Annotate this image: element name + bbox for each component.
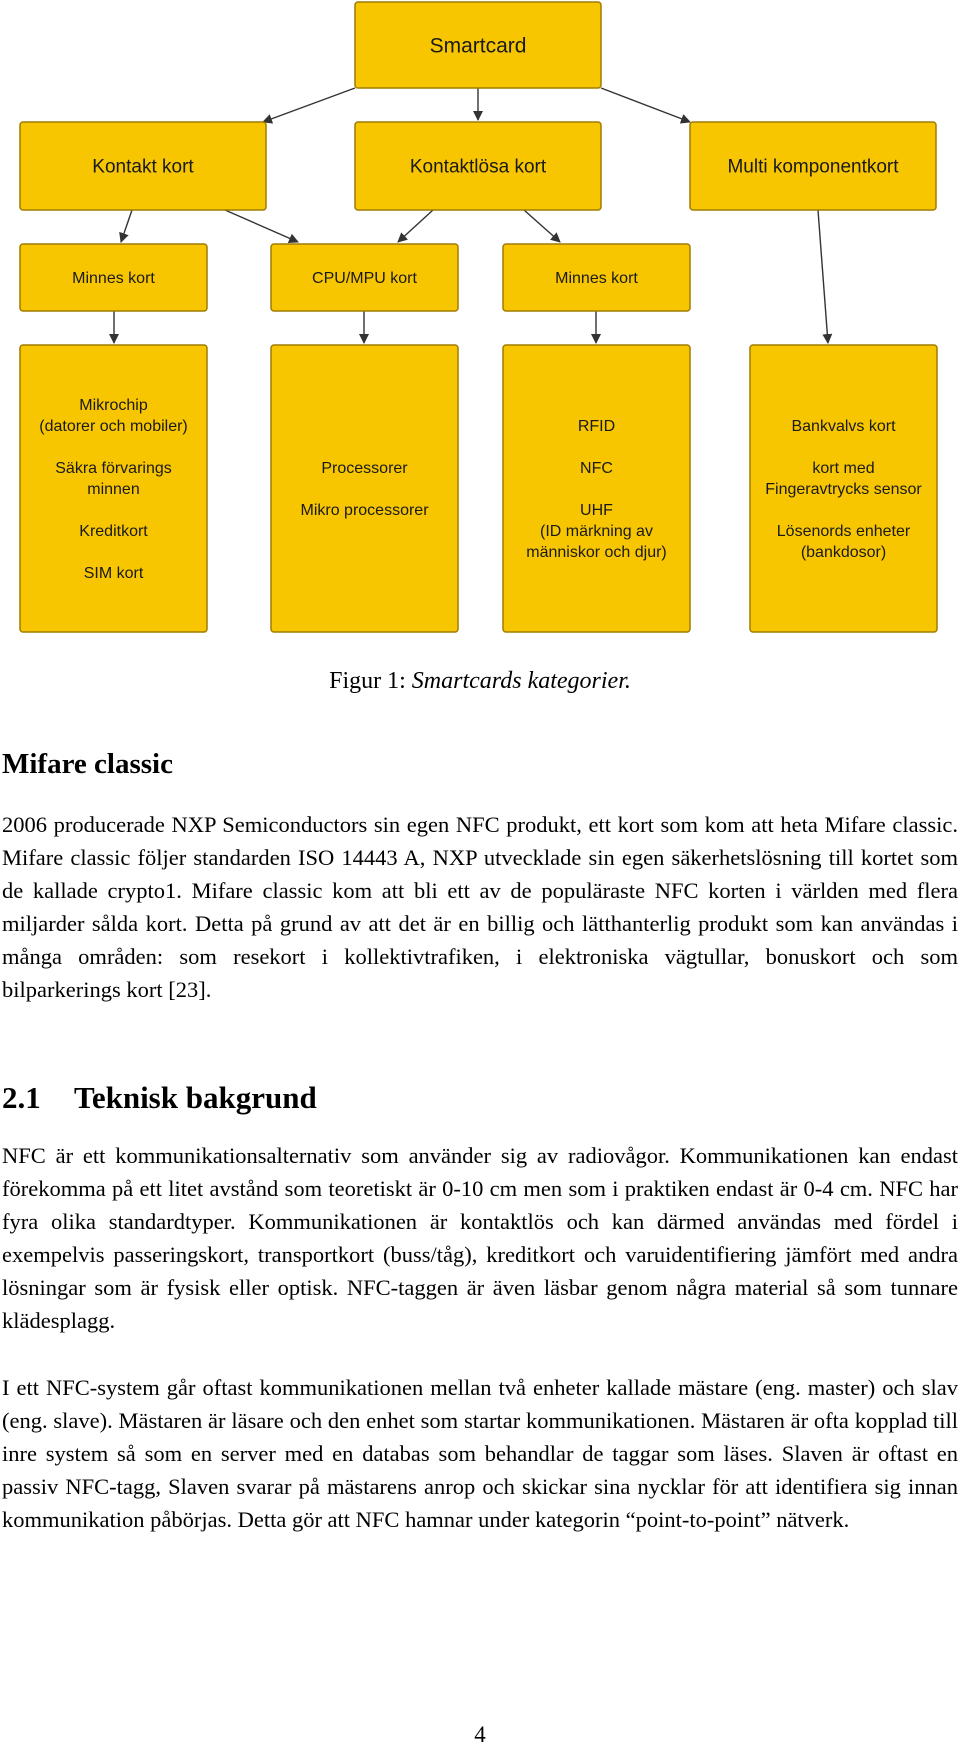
section-title: Teknisk bakgrund [74,1080,317,1115]
paragraph-mifare: 2006 producerade NXP Semiconductors sin egen NFC produkt, ett kort som kom att heta Mifare classic. Mifare classic följer standarden ISO 14443 A, NXP utvecklade sin egen säkerhetslösning till kortet som de kallade crypto1. Mifare classic kom att bli ett av de populäraste NFC korten i världen med flera miljarder sålda kort. Detta på grund av att det är en billig och lätthanterlig produkt som kan användas i många områden: som resekort i kollektivtrafiken, i elektroniska vägtullar, bonuskort och som bilparkerings kort [23]. [2,812,958,1002]
node-label-line: NFC [580,460,613,478]
node-minnes-kort-kontaktlos [503,244,690,311]
node-label-line: UHF [580,502,613,520]
node-label-line: RFID [577,418,616,436]
node-label-line: (datorer och mobiler) [39,418,188,436]
section-heading-teknisk-bakgrund [2,1080,317,1116]
smartcard-category-diagram [0,0,960,640]
node-label [312,270,417,287]
edge-smartcard-kontakt [263,88,355,122]
node-label [410,157,547,178]
node-label-line: Smartcard [429,34,527,58]
node-label-line: människor och djur) [526,544,667,562]
section-number: 2.1 [2,1080,41,1115]
node-leaf-cpu [271,345,458,632]
node-label-line: Processorer [321,460,408,478]
figure-caption-label: Figur 1: [329,668,406,694]
node-label-line: SIM kort [83,565,144,583]
edge-kontaktlosa-cpu [398,210,433,242]
node-label-line: Mikro processorer [300,502,429,520]
node-label [72,270,155,287]
node-label-line: Kontaktlösa kort [409,156,547,178]
node-multi-komponentkort [690,122,936,210]
node-label-line: (bankdosor) [800,544,887,562]
node-label-line: Säkra förvarings [55,460,172,478]
edge-kontakt-minnes1 [121,210,132,242]
node-label-line: minnen [87,481,140,499]
node-label-line: Kontakt kort [92,156,194,178]
node-label [727,157,899,178]
node-label-line: Minnes kort [555,270,638,288]
page-number: 4 [474,1722,486,1747]
node-cpu-mpu-kort [271,244,458,311]
node-label [430,34,527,57]
node-leaf-contactless [503,345,690,632]
node-kontaktlosa-kort [355,122,601,210]
node-label-line: Mikrochip [79,397,148,415]
node-label-line: (ID märkning av [540,523,653,541]
edge-smartcard-multi [601,88,690,122]
node-label [92,157,194,178]
figure-caption-text: Smartcards kategorier. [411,668,631,694]
edge-multi-leaf4 [818,210,828,343]
node-smartcard [355,2,601,88]
node-leaf-multi [750,345,937,632]
node-label-line: CPU/MPU kort [312,270,417,288]
node-label-line: Fingeravtrycks sensor [765,481,922,499]
node-label-line: Minnes kort [72,270,155,288]
node-label-line: Bankvalvs kort [791,418,896,436]
node-label-line: Kreditkort [79,523,148,541]
edge-kontaktlosa-minnes2 [524,210,560,242]
node-label [555,270,638,287]
section-heading-mifare: Mifare classic [2,748,173,780]
edge-kontakt-cpu [225,210,298,242]
node-minnes-kort-kontakt [20,244,207,311]
node-label-line: Lösenords enheter [776,523,911,541]
node-leaf-minnes [20,345,207,632]
node-label-line: Multi komponentkort [727,156,899,178]
node-kontakt-kort [20,122,266,210]
node-label-line: kort med [812,460,875,478]
figure-caption [0,668,960,695]
paragraph-nfc-intro: NFC är ett kommunikationsalternativ som använder sig av radiovågor. Kommunikationen kan endast förekomma på ett litet avstånd som teoretiskt är 0-10 cm men som i praktiken endast är 0-4 cm. NFC har fyra olika standardtyper. Kommunikationen är kontaktlös och kan därmed användas med fördel i exempelvis passeringskort, transportkort (buss/tåg), kreditkort och varuidentifiering jämfört med andra lösningar som är fysisk eller optisk. NFC-taggen är även läsbar genom några material så som tunnare klädesplagg. [2,1143,958,1333]
paragraph-nfc-system: I ett NFC-system går oftast kommunikationen mellan två enheter kallade mästare (eng. master) och slav (eng. slave). Mästaren är läsare och den enhet som startar kommunikationen. Mästaren är ofta kopplad till inre system så som en server med en databas som behandlar de taggar som läses. Slaven är oftast en passiv NFC-tagg, Slaven svarar på mästarens anrop och skickar sina nycklar för att identifiera sig innan kommunikation påbörjas. Detta gör att NFC hamnar under kategorin “point-to-point” nätverk. [2,1375,958,1532]
